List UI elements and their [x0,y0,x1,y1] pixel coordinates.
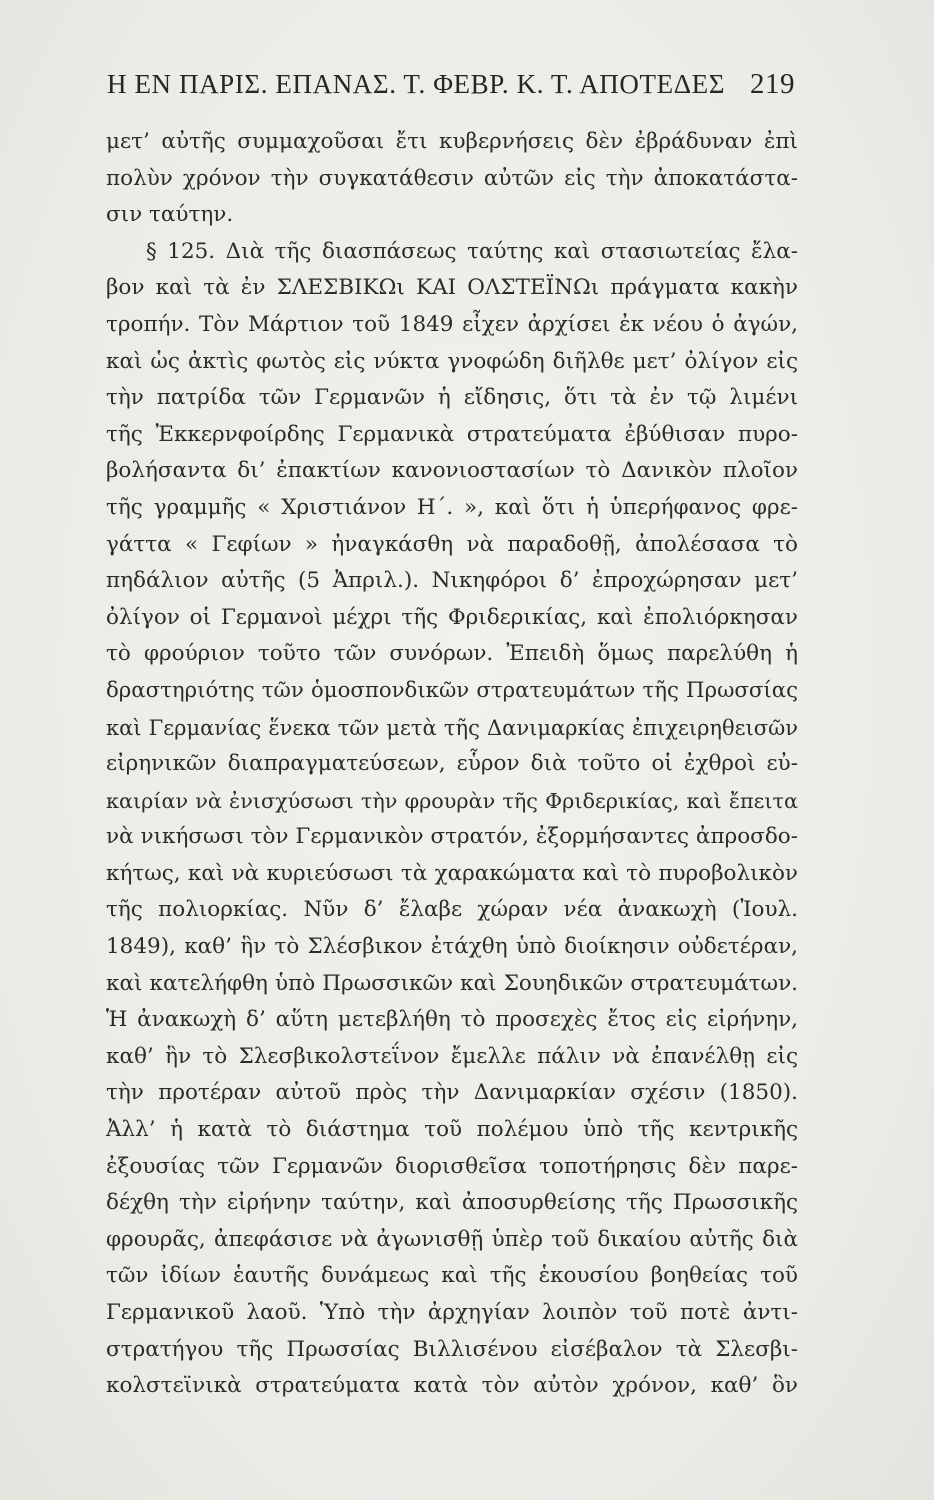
text-line: τῆς γραμμῆς « Χριστιάνον Η΄. », καὶ ὅτι ἡ ὑπερήφανος φρε- [106,494,798,520]
text-line: καθ’ ἣν τὸ Σλεσβικολστεΐνον ἔμελλε πάλιν νὰ ἐπανέλθῃ εἰς [106,1043,798,1069]
text-line: κολστεϊνικὰ στρατεύματα κατὰ τὸν αὐτὸν χρόνον, καθ’ ὃν [106,1373,798,1399]
text-line: τῆς πολιορκίας. Νῦν δ’ ἔλαβε χώραν νέα ἀνακωχὴ (Ἰουλ. [106,897,798,923]
text-line: τροπήν. Τὸν Μάρτιον τοῦ 1849 εἶχεν ἀρχίσει ἐκ νέου ὁ ἀγών, [106,311,798,337]
header-title: Η ΕΝ ΠΑΡΙΣ. ΕΠΑΝΑΣ. Τ. ΦΕΒΡ. Κ. Τ. ΑΠΟΤΕΔΕΣ [107,69,726,99]
text-line: τὸ φρούριον τοῦτο τῶν συνόρων. Ἐπειδὴ ὅμως παρελύθη ἡ [106,641,798,667]
text-line: Γερμανικοῦ λαοῦ. Ὑπὸ τὴν ἀρχηγίαν λοιπὸν τοῦ ποτὲ ἀντι- [106,1300,798,1325]
text-line: στρατήγου τῆς Πρωσσίας Βιλλισένου εἰσέβαλον τὰ Σλεσβι- [106,1336,798,1362]
text-line: καὶ κατελήφθη ὑπὸ Πρωσσικῶν καὶ Σουηδικῶν στρατευμάτων. [106,970,798,996]
text-line: τῆς Ἐκκερνφοίρδης Γερμανικὰ στρατεύματα ἐβύθισαν πυρο- [106,421,798,447]
text-line: ἐξουσίας τῶν Γερμανῶν διορισθεῖσα τοποτήρησις δὲν παρε- [106,1153,798,1179]
text-line: δραστηριότης τῶν ὁμοσπονδικῶν στρατευμάτων τῆς Πρωσσίας [106,677,798,703]
body-text [106,124,798,1405]
text-line: φρουρᾶς, ἀπεφάσισε νὰ ἀγωνισθῇ ὑπὲρ τοῦ δικαίου αὐτῆς διὰ [106,1226,798,1252]
text-line: γάττα « Γεφίων » ἠναγκάσθη νὰ παραδοθῇ, ἀπολέσασα τὸ [106,531,798,557]
text-line: ὀλίγον οἱ Γερμανοὶ μέχρι τῆς Φριδερικίας, καὶ ἐπολιόρκησαν [106,604,798,630]
text-line: δέχθη τὴν εἰρήνην ταύτην, καὶ ἀποσυρθείσης τῆς Πρωσσικῆς [106,1190,798,1216]
text-line: μετ’ αὐτῆς συμμαχοῦσαι ἔτι κυβερνήσεις δὲν ἐβράδυναν ἐπὶ [106,129,798,154]
text-line: τὴν πατρίδα τῶν Γερμανῶν ἡ εἴδησις, ὅτι τὰ ἐν τῷ λιμένι [106,385,798,411]
text-line: βολήσαντα δι’ ἐπακτίων κανονιοστασίων τὸ Δανικὸν πλοῖον [106,458,798,484]
text-line: κήτως, καὶ νὰ κυριεύσωσι τὰ χαρακώματα καὶ τὸ πυροβολικὸν [106,860,798,886]
page-number: 219 [750,68,795,100]
text-line: σιν ταύτην. [106,202,234,228]
running-header [107,68,795,108]
text-line: πηδάλιον αὐτῆς (5 Ἀπριλ.). Νικηφόροι δ’ ἐπροχώρησαν μετ’ [106,568,798,594]
text-line: καιρίαν νὰ ἐνισχύσωσι τὴν φρουρὰν τῆς Φριδερικίας, καὶ ἔπειτα [106,788,798,813]
text-line: εἰρηνικῶν διαπραγματεύσεων, εὗρον διὰ τοῦτο οἱ ἐχθροὶ εὐ- [106,751,798,777]
text-line: 1849), καθ’ ἣν τὸ Σλέσβικον ἐτάχθη ὑπὸ διοίκησιν οὐδετέραν, [106,934,798,960]
text-line: Ἡ ἀνακωχὴ δ’ αὕτη μετεβλήθη τὸ προσεχὲς ἔτος εἰς εἰρήνην, [106,1007,798,1033]
text-line: τὴν προτέραν αὐτοῦ πρὸς τὴν Δανιμαρκίαν σχέσιν (1850). [106,1080,798,1106]
text-line: πολὺν χρόνον τὴν συγκατάθεσιν αὐτῶν εἰς τὴν ἀποκατάστα- [106,165,798,191]
text-line: νὰ νικήσωσι τὸν Γερμανικὸν στρατόν, ἐξορμήσαντες ἀπροσδο- [106,824,798,850]
text-line: καὶ Γερμανίας ἕνεκα τῶν μετὰ τῆς Δανιμαρκίας ἐπιχειρηθεισῶν [106,715,798,740]
text-line: καὶ ὡς ἀκτὶς φωτὸς εἰς νύκτα γνοφώδη διῆλθε μετ’ ὀλίγον εἰς [106,348,798,374]
text-line: βον καὶ τὰ ἐν ΣΛΕΣΒΙΚΩι ΚΑΙ ΟΛΣΤΕΪΝΩι πράγματα κακὴν [106,275,798,301]
text-line: τῶν ἰδίων ἑαυτῆς δυνάμεως καὶ τῆς ἑκουσίου βοηθείας τοῦ [106,1263,798,1289]
section-start-line: § 125. Διὰ τῆς διασπάσεως ταύτης καὶ στασιωτείας ἔλα- [146,238,798,264]
text-line: Ἀλλ’ ἡ κατὰ τὸ διάστημα τοῦ πολέμου ὑπὸ τῆς κεντρικῆς [106,1117,798,1143]
